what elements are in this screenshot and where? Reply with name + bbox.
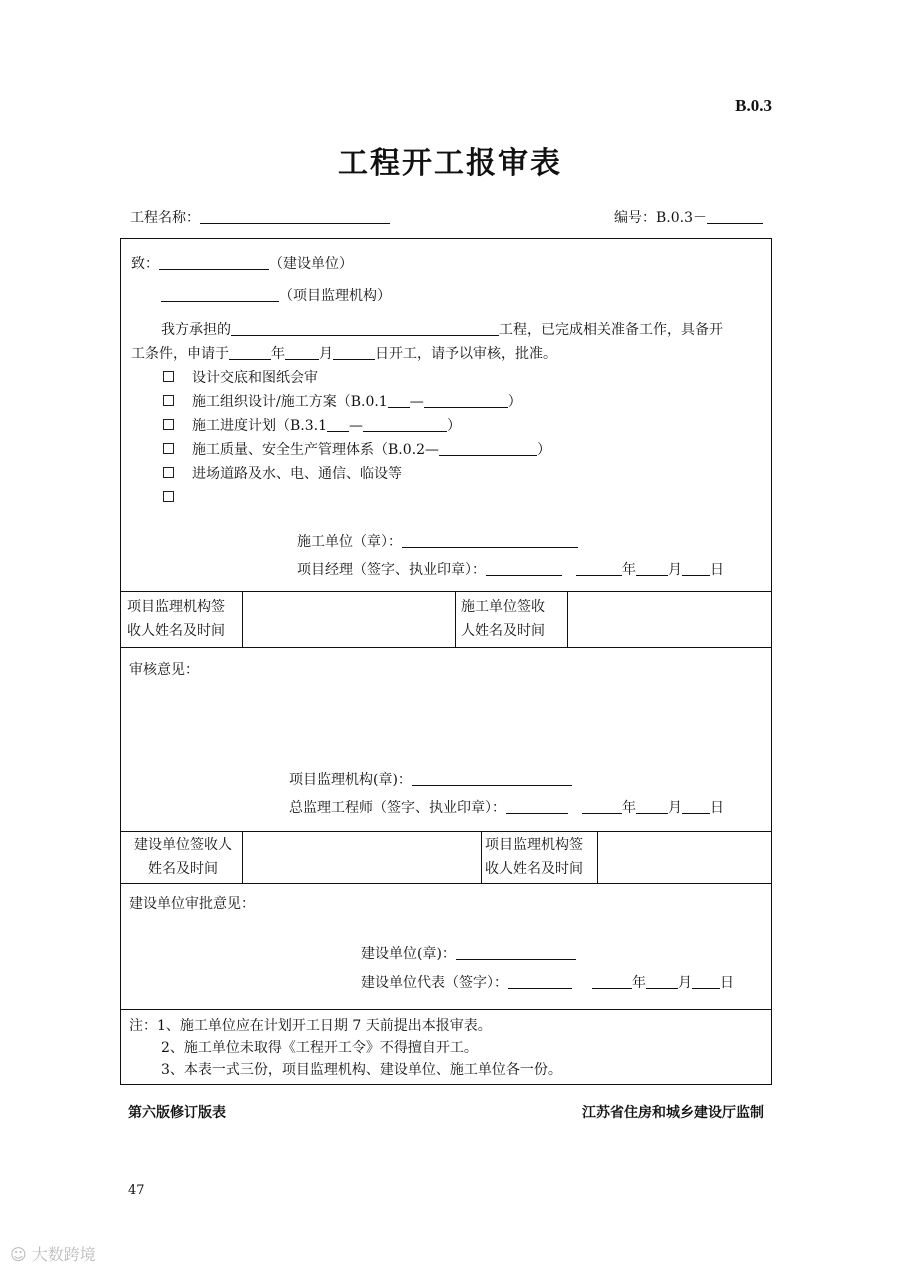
start-day-blank[interactable]	[333, 345, 375, 360]
form-number-field	[614, 207, 763, 227]
divider	[597, 831, 598, 883]
chief-sign-line	[289, 797, 724, 819]
month-label: 月	[319, 346, 333, 362]
divider	[121, 591, 771, 592]
label-line: 项目监理机构签	[485, 837, 583, 853]
note-3: 3、本表一式三份，项目监理机构、建设单位、施工单位各一份。	[161, 1062, 562, 1078]
contractor-seal-blank[interactable]	[402, 533, 578, 548]
form-code: B.0.3	[735, 96, 772, 115]
divider	[242, 831, 243, 883]
label-line: 收人姓名及时间	[127, 623, 225, 639]
checkbox[interactable]	[163, 491, 174, 502]
dash: —	[349, 418, 364, 434]
chief-sign-label: 总监理工程师（签字、执业印章）：	[289, 800, 506, 816]
date-day-blank[interactable]	[692, 974, 720, 989]
checkbox[interactable]	[163, 419, 174, 430]
label-line: 施工单位签收	[461, 599, 545, 615]
owner-seal-blank[interactable]	[456, 945, 576, 960]
con-receiver-label	[461, 595, 545, 643]
pm-sign-label: 项目经理（签字、执业印章）：	[297, 562, 486, 578]
to-line-2	[161, 285, 391, 307]
start-month-blank[interactable]	[285, 345, 319, 360]
project-name-blank[interactable]	[200, 209, 390, 224]
start-day-text: 日开工，请予以审核，批准。	[375, 346, 557, 362]
form-number-label: 编号：B.0.3－	[614, 210, 708, 226]
sup-seal-label: 项目监理机构(章)：	[289, 772, 412, 788]
owner-opinion-label: 建设单位审批意见：	[129, 896, 255, 912]
date-year-blank[interactable]	[592, 974, 632, 989]
divider	[121, 647, 771, 648]
doc-number-blank[interactable]	[363, 417, 447, 432]
date-year-blank[interactable]	[576, 561, 622, 576]
checklist-item[interactable]	[163, 487, 192, 509]
paren: ）	[537, 442, 552, 458]
body-text-1: 我方承担的	[161, 322, 231, 338]
label-line: 姓名及时间	[148, 861, 218, 877]
owner-unit-label: （建设单位）	[269, 256, 353, 272]
footer-left: 第六版修订版表	[128, 1105, 226, 1121]
contractor-seal-label: 施工单位（章）：	[297, 534, 402, 550]
dash: —	[409, 394, 424, 410]
divider	[455, 591, 456, 647]
checklist-item[interactable]	[163, 439, 551, 461]
project-name-field	[130, 207, 390, 227]
chief-sign-blank[interactable]	[506, 799, 568, 814]
watermark-logo-icon: ☺	[10, 1245, 27, 1264]
project-blank[interactable]	[231, 321, 499, 336]
doc-number-blank[interactable]	[424, 393, 508, 408]
checklist-label: 施工质量、安全生产管理体系（B.0.2—	[192, 442, 440, 458]
checkbox[interactable]	[163, 467, 174, 478]
owner-rep-label: 建设单位代表（签字）：	[361, 975, 508, 991]
owner-seal-label: 建设单位(章)：	[361, 946, 456, 962]
year-label: 年	[271, 346, 285, 362]
divider	[481, 831, 482, 883]
paren: ）	[447, 418, 462, 434]
label-line: 建设单位签收人	[134, 837, 232, 853]
date-day-blank[interactable]	[682, 799, 710, 814]
month-label: 月	[678, 975, 692, 991]
date-month-blank[interactable]	[636, 561, 668, 576]
pm-sign-line	[297, 559, 724, 581]
checklist-label: 施工进度计划（B.3.1	[192, 418, 328, 434]
doc-number-blank[interactable]	[439, 441, 537, 456]
label-line: 人姓名及时间	[461, 623, 545, 639]
start-year-blank[interactable]	[229, 345, 271, 360]
checkbox[interactable]	[163, 395, 174, 406]
checklist-label: 施工组织设计/施工方案（B.0.1	[192, 394, 388, 410]
form-table	[120, 238, 772, 1085]
checklist-label: 进场道路及水、电、通信、临设等	[192, 466, 402, 482]
contractor-seal-line	[297, 531, 578, 553]
pm-sign-blank[interactable]	[486, 561, 562, 576]
checkbox[interactable]	[163, 371, 174, 382]
divider	[121, 1009, 771, 1010]
checklist-item[interactable]	[163, 463, 402, 485]
watermark	[10, 1242, 96, 1265]
day-label: 日	[710, 562, 724, 578]
owner-rep-blank[interactable]	[508, 974, 572, 989]
day-label: 日	[710, 800, 724, 816]
body-text-1b: 工程，已完成相关准备工作，具备开	[499, 322, 723, 338]
checkbox[interactable]	[163, 443, 174, 454]
divider	[121, 883, 771, 884]
form-number-blank[interactable]	[707, 209, 763, 224]
doc-number-blank[interactable]	[327, 417, 349, 432]
owner-rep-line	[361, 972, 734, 994]
doc-number-blank[interactable]	[388, 393, 410, 408]
supervisor-unit-label: （项目监理机构）	[279, 288, 391, 304]
checklist-item[interactable]	[163, 415, 461, 437]
footer-right: 江苏省住房和城乡建设厅监制	[582, 1105, 764, 1121]
year-label: 年	[622, 562, 636, 578]
month-label: 月	[668, 562, 682, 578]
note-1: 注：1、施工单位应在计划开工日期 7 天前提出本报审表。	[129, 1018, 492, 1034]
checklist-label: 设计交底和图纸会审	[192, 370, 318, 386]
page-number: 47	[128, 1183, 145, 1198]
paren: ）	[507, 394, 522, 410]
date-month-blank[interactable]	[636, 799, 668, 814]
owner-seal-line	[361, 943, 576, 965]
to-line-1	[131, 253, 353, 275]
owner-receiver-label	[127, 833, 239, 881]
sup-receiver2-label	[485, 833, 583, 881]
month-label: 月	[668, 800, 682, 816]
project-name-label: 工程名称：	[130, 210, 200, 226]
date-day-blank[interactable]	[682, 561, 710, 576]
day-label: 日	[720, 975, 734, 991]
page-title: 工程开工报审表	[338, 146, 562, 181]
label-line: 收人姓名及时间	[485, 861, 583, 877]
year-label: 年	[622, 800, 636, 816]
sup-receiver-label	[127, 595, 225, 643]
body-line-2	[131, 343, 557, 365]
sup-seal-line	[289, 769, 572, 791]
divider	[567, 591, 568, 647]
divider	[121, 831, 771, 832]
body-line-1	[161, 319, 723, 341]
review-label: 审核意见：	[129, 662, 199, 678]
body-text-2: 工条件，申请于	[131, 346, 229, 362]
supervisor-blank[interactable]	[161, 287, 279, 302]
sup-seal-blank[interactable]	[412, 771, 572, 786]
date-year-blank[interactable]	[582, 799, 622, 814]
label-line: 项目监理机构签	[127, 599, 225, 615]
owner-blank[interactable]	[159, 255, 269, 270]
to-label: 致：	[131, 256, 159, 272]
divider	[242, 591, 243, 647]
checklist-item[interactable]	[163, 367, 318, 389]
year-label: 年	[632, 975, 646, 991]
checklist-item[interactable]	[163, 391, 522, 413]
note-2: 2、施工单位未取得《工程开工令》不得擅自开工。	[161, 1040, 478, 1056]
date-month-blank[interactable]	[646, 974, 678, 989]
watermark-text: 大数跨境	[31, 1245, 96, 1264]
